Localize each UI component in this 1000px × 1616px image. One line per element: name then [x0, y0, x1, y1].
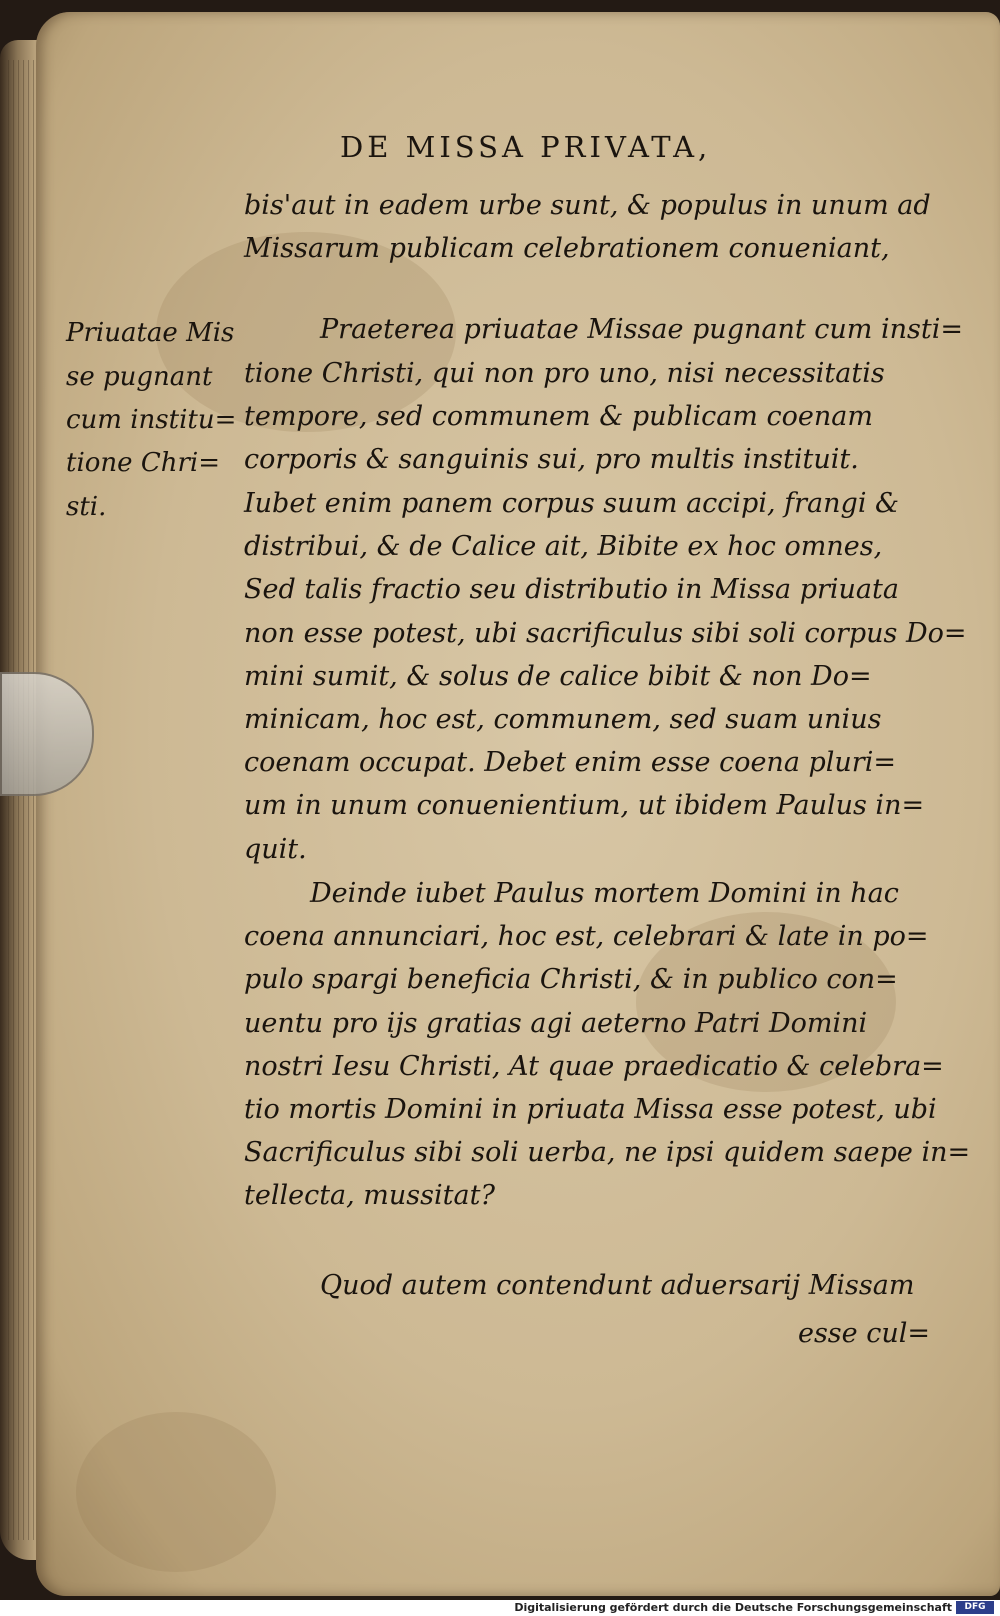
- text-line: tio mortis Domini in priuata Missa esse potest, ubi: [244, 1094, 937, 1125]
- text-line: tione Christi, qui non pro uno, nisi necessitatis: [244, 358, 885, 389]
- paper-stain: [76, 1412, 276, 1572]
- text-line: Quod autem contendunt aduersarij Missam: [320, 1270, 915, 1301]
- marginal-note-line: cum institu=: [66, 405, 237, 435]
- text-line: Deinde iubet Paulus mortem Domini in hac: [310, 878, 899, 909]
- text-line: quit.: [244, 834, 307, 865]
- text-line: mini sumit, & solus de calice bibit & non Do=: [244, 661, 872, 692]
- marginal-note-line: sti.: [66, 492, 107, 522]
- text-line: Iubet enim panem corpus suum accipi, frangi &: [244, 488, 900, 519]
- text-line: Praeterea priuatae Missae pugnant cum insti=: [320, 314, 963, 345]
- text-line: coenam occupat. Debet enim esse coena pluri=: [244, 747, 896, 778]
- text-line: nostri Iesu Christi, At quae praedicatio & celebra=: [244, 1051, 944, 1082]
- text-line: minicam, hoc est, communem, sed suam unius: [244, 704, 882, 735]
- text-line: Sacrificulus sibi soli uerba, ne ipsi quidem saepe in=: [244, 1137, 971, 1168]
- marginal-note-line: tione Chri=: [66, 448, 220, 478]
- text-line: non esse potest, ubi sacrificulus sibi soli corpus Do=: [244, 618, 967, 649]
- marginal-note-line: Priuatae Mis: [66, 318, 235, 348]
- text-line: pulo spargi beneficia Christi, & in publico con=: [244, 964, 898, 995]
- text-line: um in unum conuenientium, ut ibidem Paulus in=: [244, 790, 925, 821]
- dfg-logo: DFG: [956, 1601, 994, 1614]
- text-line: tempore, sed communem & publicam coenam: [244, 401, 873, 432]
- text-line: coena annunciari, hoc est, celebrari & late in po=: [244, 921, 929, 952]
- marginal-note-line: se pugnant: [66, 362, 213, 392]
- text-line: distribui, & de Calice ait, Bibite ex hoc omnes,: [244, 531, 883, 562]
- footer-bar: [0, 1600, 1000, 1616]
- catchword: esse cul=: [797, 1318, 930, 1349]
- text-line: bis'aut in eadem urbe sunt, & populus in unum ad: [244, 190, 931, 221]
- text-line: uentu pro ijs gratias agi aeterno Patri Domini: [244, 1008, 868, 1039]
- funding-notice: Digitalisierung gefördert durch die Deutsche Forschungsgemeinschaft: [514, 1601, 952, 1614]
- text-line: Missarum publicam celebrationem conueniant,: [244, 233, 890, 264]
- running-title: DE MISSA PRIVATA,: [340, 130, 712, 164]
- text-line: tellecta, mussitat?: [244, 1180, 495, 1211]
- text-line: corporis & sanguinis sui, pro multis instituit.: [244, 444, 859, 475]
- text-line: Sed talis fractio seu distributio in Missa priuata: [244, 574, 899, 605]
